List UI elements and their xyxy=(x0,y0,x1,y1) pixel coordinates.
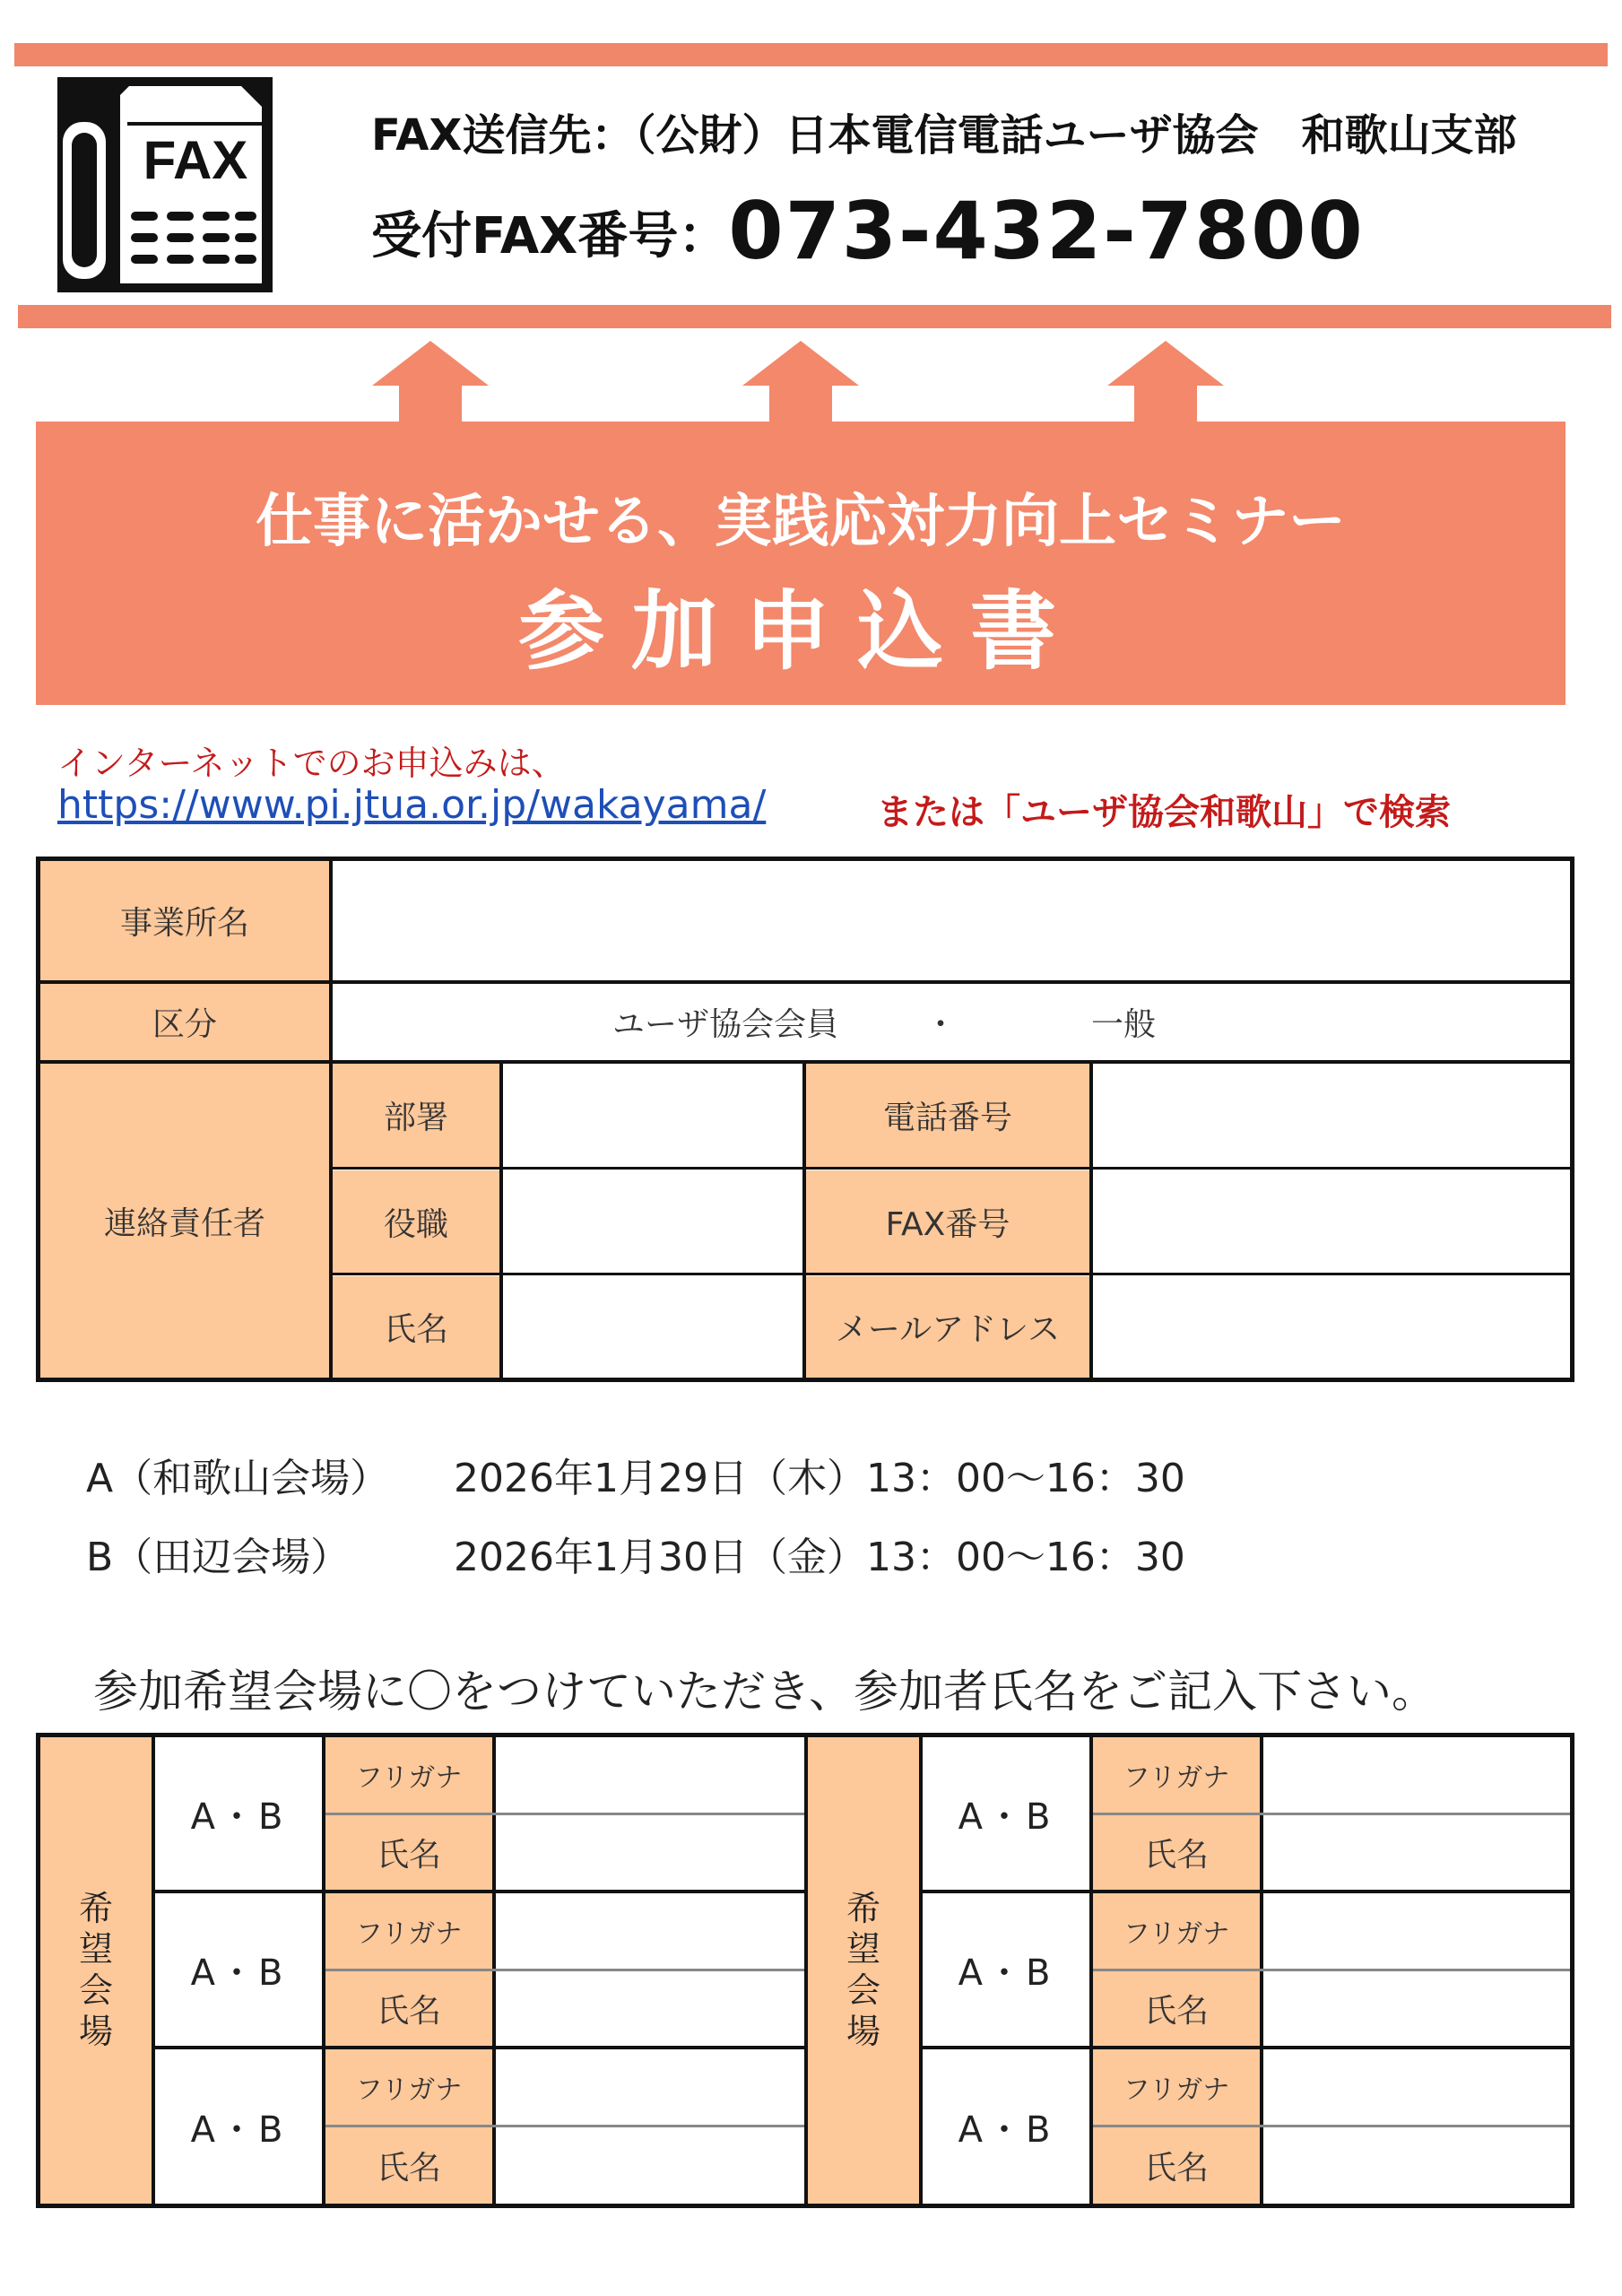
name-label: 氏名 xyxy=(1093,1815,1260,1890)
phone-field[interactable] xyxy=(1093,1064,1570,1167)
furigana-label: フリガナ xyxy=(1093,2049,1260,2125)
banner-title: 仕事に活かせる、実践応対力向上セミナー xyxy=(256,489,1346,555)
contact-person-label: 連絡責任者 xyxy=(40,1064,329,1378)
top-bar xyxy=(14,43,1608,66)
participant-name-field[interactable] xyxy=(1263,2127,1570,2204)
furigana-field[interactable] xyxy=(1263,1737,1570,1813)
schedule-datetime-b: 2026年1月30日（金）13：00～16：30 xyxy=(454,1535,1185,1580)
divider xyxy=(152,1737,155,2204)
divider xyxy=(325,2125,804,2127)
phone-label: 電話番号 xyxy=(806,1064,1089,1167)
venue-choice[interactable]: A・B xyxy=(190,2109,287,2151)
application-url-link[interactable]: https://www.pi.jtua.or.jp/wakayama/ xyxy=(57,782,767,828)
name-label: 氏名 xyxy=(1093,2127,1260,2204)
fax-machine-icon xyxy=(57,77,273,292)
department-field[interactable] xyxy=(503,1064,802,1167)
divider xyxy=(804,1737,808,2204)
divider xyxy=(40,980,1570,984)
position-field[interactable] xyxy=(503,1170,802,1273)
fax-number-line xyxy=(371,185,1365,277)
divider xyxy=(333,1167,1570,1170)
up-arrow-icon xyxy=(742,341,859,425)
venue-choice[interactable]: A・B xyxy=(958,1796,1054,1838)
applicant-info-table xyxy=(36,857,1574,1382)
divider xyxy=(919,1737,923,2204)
divider xyxy=(155,2046,804,2049)
divider xyxy=(1093,1813,1570,1815)
desired-venue-label-left: 希 望 会 場 xyxy=(40,1737,152,2204)
divider xyxy=(155,1890,804,1893)
category-label: 区分 xyxy=(40,984,329,1060)
venue-choice[interactable]: A・B xyxy=(958,2109,1054,2151)
furigana-label: フリガナ xyxy=(325,1893,492,1969)
banner-subtitle: 参加申込書 xyxy=(518,581,1083,682)
participant-name-field[interactable] xyxy=(496,1971,804,2046)
instruction-text: 参加希望会場に〇をつけていただき、参加者氏名をご記入下さい。 xyxy=(93,1665,1436,1718)
seminar-banner xyxy=(36,422,1566,705)
fax-number-label: 受付FAX番号： xyxy=(371,207,729,265)
schedule-datetime-a: 2026年1月29日（木）13：00～16：30 xyxy=(454,1456,1185,1501)
furigana-label: フリガナ xyxy=(1093,1737,1260,1813)
furigana-label: フリガナ xyxy=(325,2049,492,2125)
name-label: 氏名 xyxy=(325,1971,492,2046)
divider xyxy=(1093,2125,1570,2127)
schedule-venue-a: A（和歌山会場） xyxy=(86,1456,390,1501)
divider xyxy=(325,1969,804,1971)
furigana-field[interactable] xyxy=(1263,2049,1570,2125)
fax-destination: FAX送信先：（公財）日本電信電話ユーザ協会 和歌山支部 xyxy=(371,110,1517,161)
desired-venue-label-right: 希 望 会 場 xyxy=(808,1737,919,2204)
internet-note: インターネットでのお申込みは、 xyxy=(57,744,566,783)
divider xyxy=(329,861,333,1378)
participant-name-field[interactable] xyxy=(496,2127,804,2204)
divider xyxy=(802,1064,806,1378)
office-name-field[interactable] xyxy=(333,861,1570,980)
fax-label: FAX番号 xyxy=(806,1170,1089,1273)
furigana-field[interactable] xyxy=(1263,1893,1570,1969)
fax-number: 073-432-7800 xyxy=(728,185,1365,277)
department-label: 部署 xyxy=(333,1064,499,1167)
venue-choice[interactable]: A・B xyxy=(190,1952,287,1994)
position-label: 役職 xyxy=(333,1170,499,1273)
venue-choice[interactable]: A・B xyxy=(958,1952,1054,1994)
name-label: 氏名 xyxy=(333,1276,499,1378)
name-label: 氏名 xyxy=(325,1815,492,1890)
category-field[interactable] xyxy=(333,984,1570,1060)
fax-icon-label: FAX xyxy=(143,130,248,190)
divider xyxy=(1093,1969,1570,1971)
divider xyxy=(325,1813,804,1815)
furigana-field[interactable] xyxy=(496,2049,804,2125)
name-label: 氏名 xyxy=(325,2127,492,2204)
participant-name-field[interactable] xyxy=(1263,1815,1570,1890)
office-name-label: 事業所名 xyxy=(40,861,329,980)
divider xyxy=(333,1273,1570,1275)
up-arrow-icon xyxy=(1107,341,1224,425)
participant-table xyxy=(36,1733,1574,2208)
name-field[interactable] xyxy=(503,1276,802,1378)
name-label: 氏名 xyxy=(1093,1971,1260,2046)
category-general[interactable]: 一般 xyxy=(1091,1006,1157,1043)
divider xyxy=(923,2046,1570,2049)
email-label: メールアドレス xyxy=(806,1276,1089,1378)
participant-name-field[interactable] xyxy=(496,1815,804,1890)
venue-choice[interactable]: A・B xyxy=(190,1796,287,1838)
search-hint: または「ユーザ協会和歌山」で検索 xyxy=(877,792,1451,833)
schedule-venue-b: B（田辺会場） xyxy=(86,1535,351,1580)
category-member[interactable]: ユーザ協会会員 xyxy=(612,1006,839,1043)
category-separator: ・ xyxy=(924,1006,958,1043)
furigana-field[interactable] xyxy=(496,1893,804,1969)
divider xyxy=(923,1890,1570,1893)
furigana-label: フリガナ xyxy=(325,1737,492,1813)
fax-field[interactable] xyxy=(1093,1170,1570,1273)
divider xyxy=(499,1064,503,1378)
furigana-field[interactable] xyxy=(496,1737,804,1813)
up-arrow-icon xyxy=(372,341,489,425)
participant-name-field[interactable] xyxy=(1263,1971,1570,2046)
up-arrows xyxy=(0,332,1622,425)
header-bottom-bar xyxy=(18,305,1611,328)
divider xyxy=(1089,1064,1093,1378)
furigana-label: フリガナ xyxy=(1093,1893,1260,1969)
email-field[interactable] xyxy=(1093,1276,1570,1378)
